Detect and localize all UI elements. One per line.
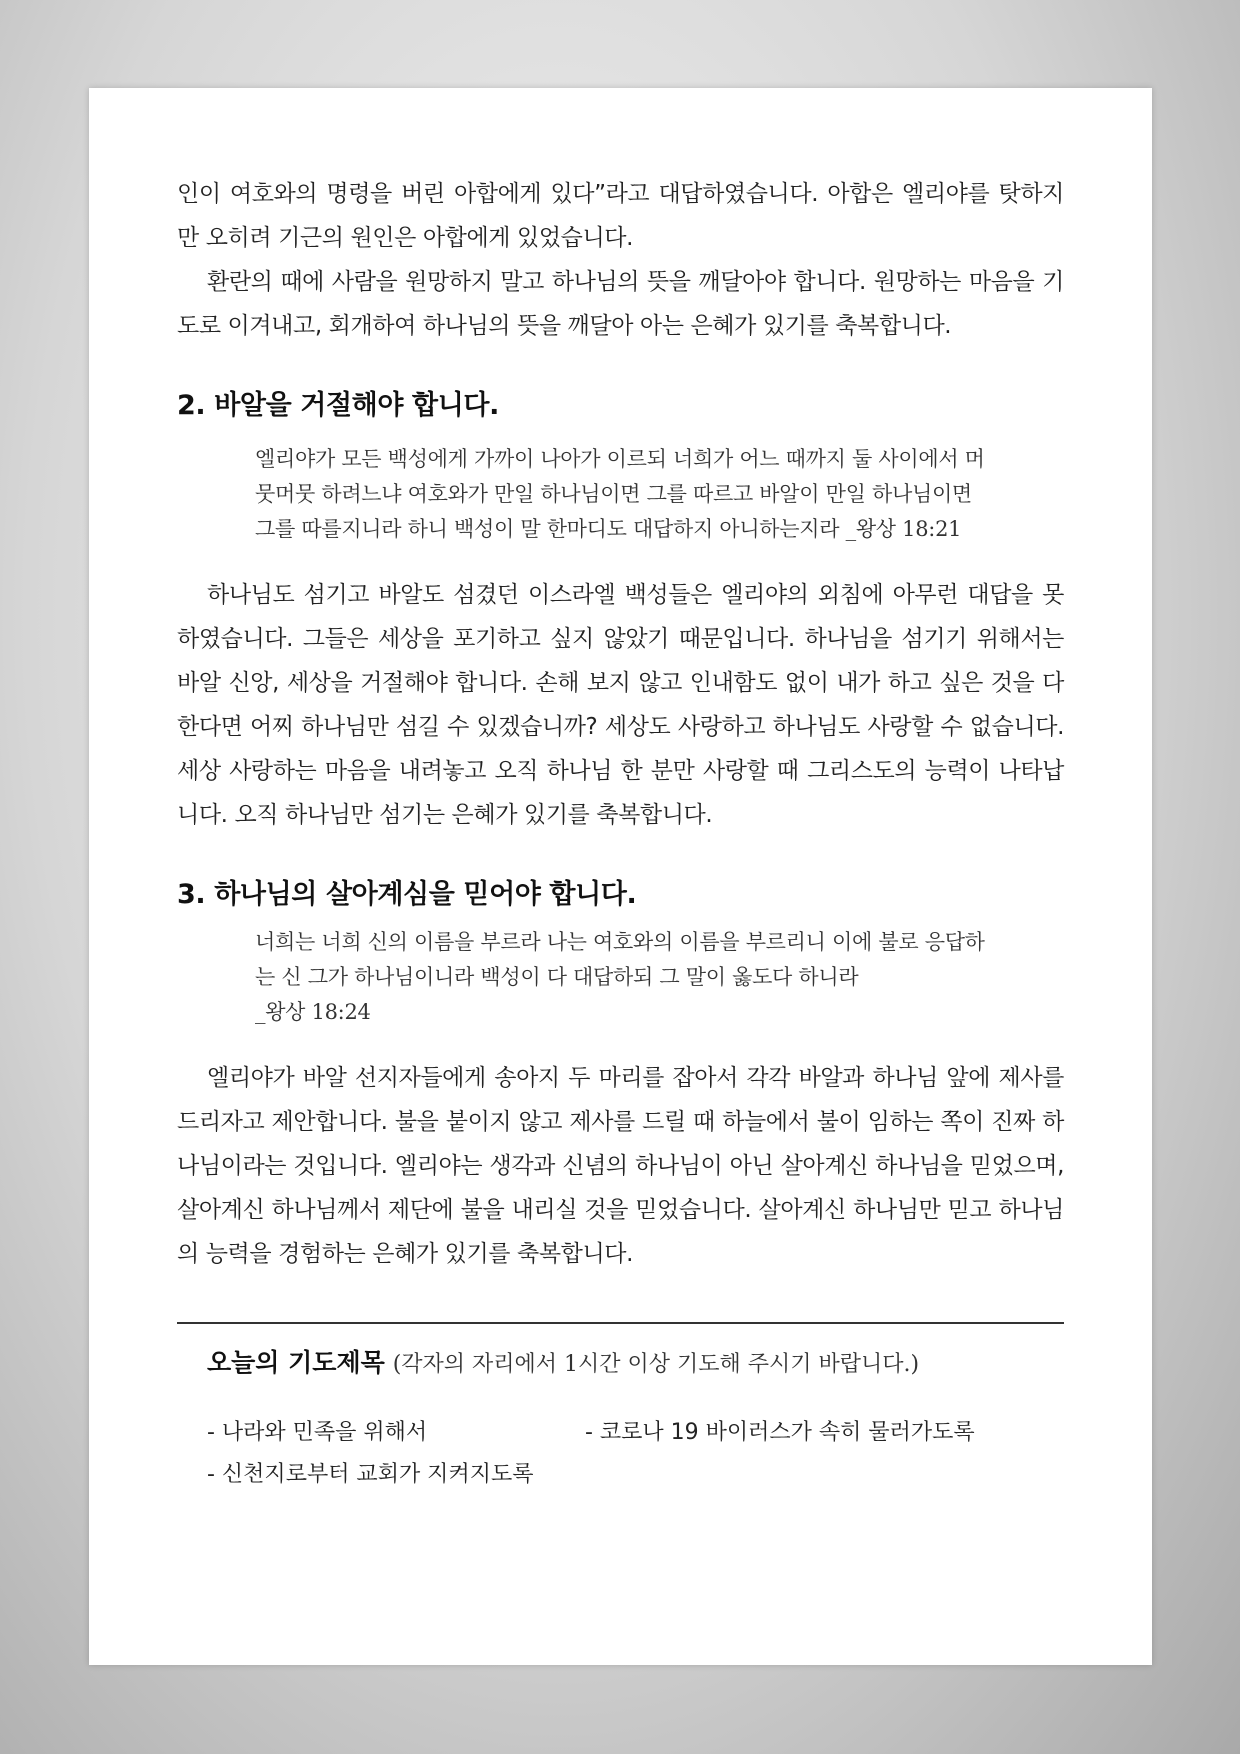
section-3-heading: 3. 하나님의 살아계심을 믿어야 합니다. — [177, 879, 637, 910]
prayer-item-church: - 신천지로부터 교회가 지켜지도록 — [207, 1462, 534, 1487]
prayer-note: (각자의 자리에서 1시간 이상 기도해 주시기 바랍니다.) — [392, 1352, 920, 1377]
section-3-scripture-quote — [255, 925, 995, 1030]
section-2-scripture-quote: 엘리야가 모든 백성에게 가까이 나아가 이르되 너희가 어느 때까지 둘 사이에서 머뭇머뭇 하려느냐 여호와가 만일 하나님이면 그를 따르고 바알이 만일 하나님이면 그를 따를지니라 하니 백성이 말 한마디도 대답하지 아니하는지라 _왕상 18:21 — [255, 447, 985, 541]
section-3-quote-reference: _왕상 18:24 — [255, 1000, 371, 1024]
prayer-title-line — [207, 1346, 1064, 1382]
prayer-item-nation: - 나라와 민족을 위해서 — [207, 1420, 428, 1445]
prayer-list — [207, 1412, 1064, 1496]
intro-paragraph-2: 환란의 때에 사람을 원망하지 말고 하나님의 뜻을 깨달아야 합니다. 원망하는 마음을 기도로 이겨내고, 회개하여 하나님의 뜻을 깨달아 아는 은혜가 있기를 축복합니다. — [177, 269, 1064, 339]
section-2-body: 하나님도 섬기고 바알도 섬겼던 이스라엘 백성들은 엘리야의 외침에 아무런 대답을 못 하였습니다. 그들은 세상을 포기하고 싶지 않았기 때문입니다. 하나님을 섬기기 위해서는 바알 신앙, 세상을 거절해야 합니다. 손해 보지 않고 인내함도 없이 내가 하고 싶은 것을 다 한다면 어찌 하나님만 섬길 수 있겠습니까? 세상도 사랑하고 하나님도 사랑할 수 없습니다. 세상 사랑하는 마음을 내려놓고 오직 하나님 한 분만 사랑할 때 그리스도의 능력이 나타납니다. 오직 하나님만 섬기는 은혜가 있기를 축복합니다. — [177, 582, 1064, 828]
section-3-body: 엘리야가 바알 선지자들에게 송아지 두 마리를 잡아서 각각 바알과 하나님 앞에 제사를 드리자고 제안합니다. 불을 붙이지 않고 제사를 드릴 때 하늘에서 불이 임하는 쪽이 진짜 하나님이라는 것입니다. 엘리야는 생각과 신념의 하나님이 아닌 살아계신 하나님을 믿었으며, 살아계신 하나님께서 제단에 불을 내리실 것을 믿었습니다. 살아계신 하나님만 믿고 하나님의 능력을 경험하는 은혜가 있기를 축복합니다. — [177, 1065, 1064, 1267]
section-2-heading: 2. 바알을 거절해야 합니다. — [177, 390, 499, 421]
page-content — [177, 172, 1064, 1496]
prayer-title: 오늘의 기도제목 — [207, 1348, 385, 1377]
prayer-item-corona: - 코로나 19 바이러스가 속히 물러가도록 — [585, 1420, 975, 1445]
section-3-quote-text: 너희는 너희 신의 이름을 부르라 나는 여호와의 이름을 부르리니 이에 불로 응답하는 신 그가 하나님이니라 백성이 다 대답하되 그 말이 옳도다 하니라 — [255, 930, 985, 989]
document-page — [89, 88, 1152, 1665]
intro-paragraph-1: 인이 여호와의 명령을 버린 아합에게 있다”라고 대답하였습니다. 아합은 엘리야를 탓하지만 오히려 기근의 원인은 아합에게 있었습니다. — [177, 181, 1064, 251]
